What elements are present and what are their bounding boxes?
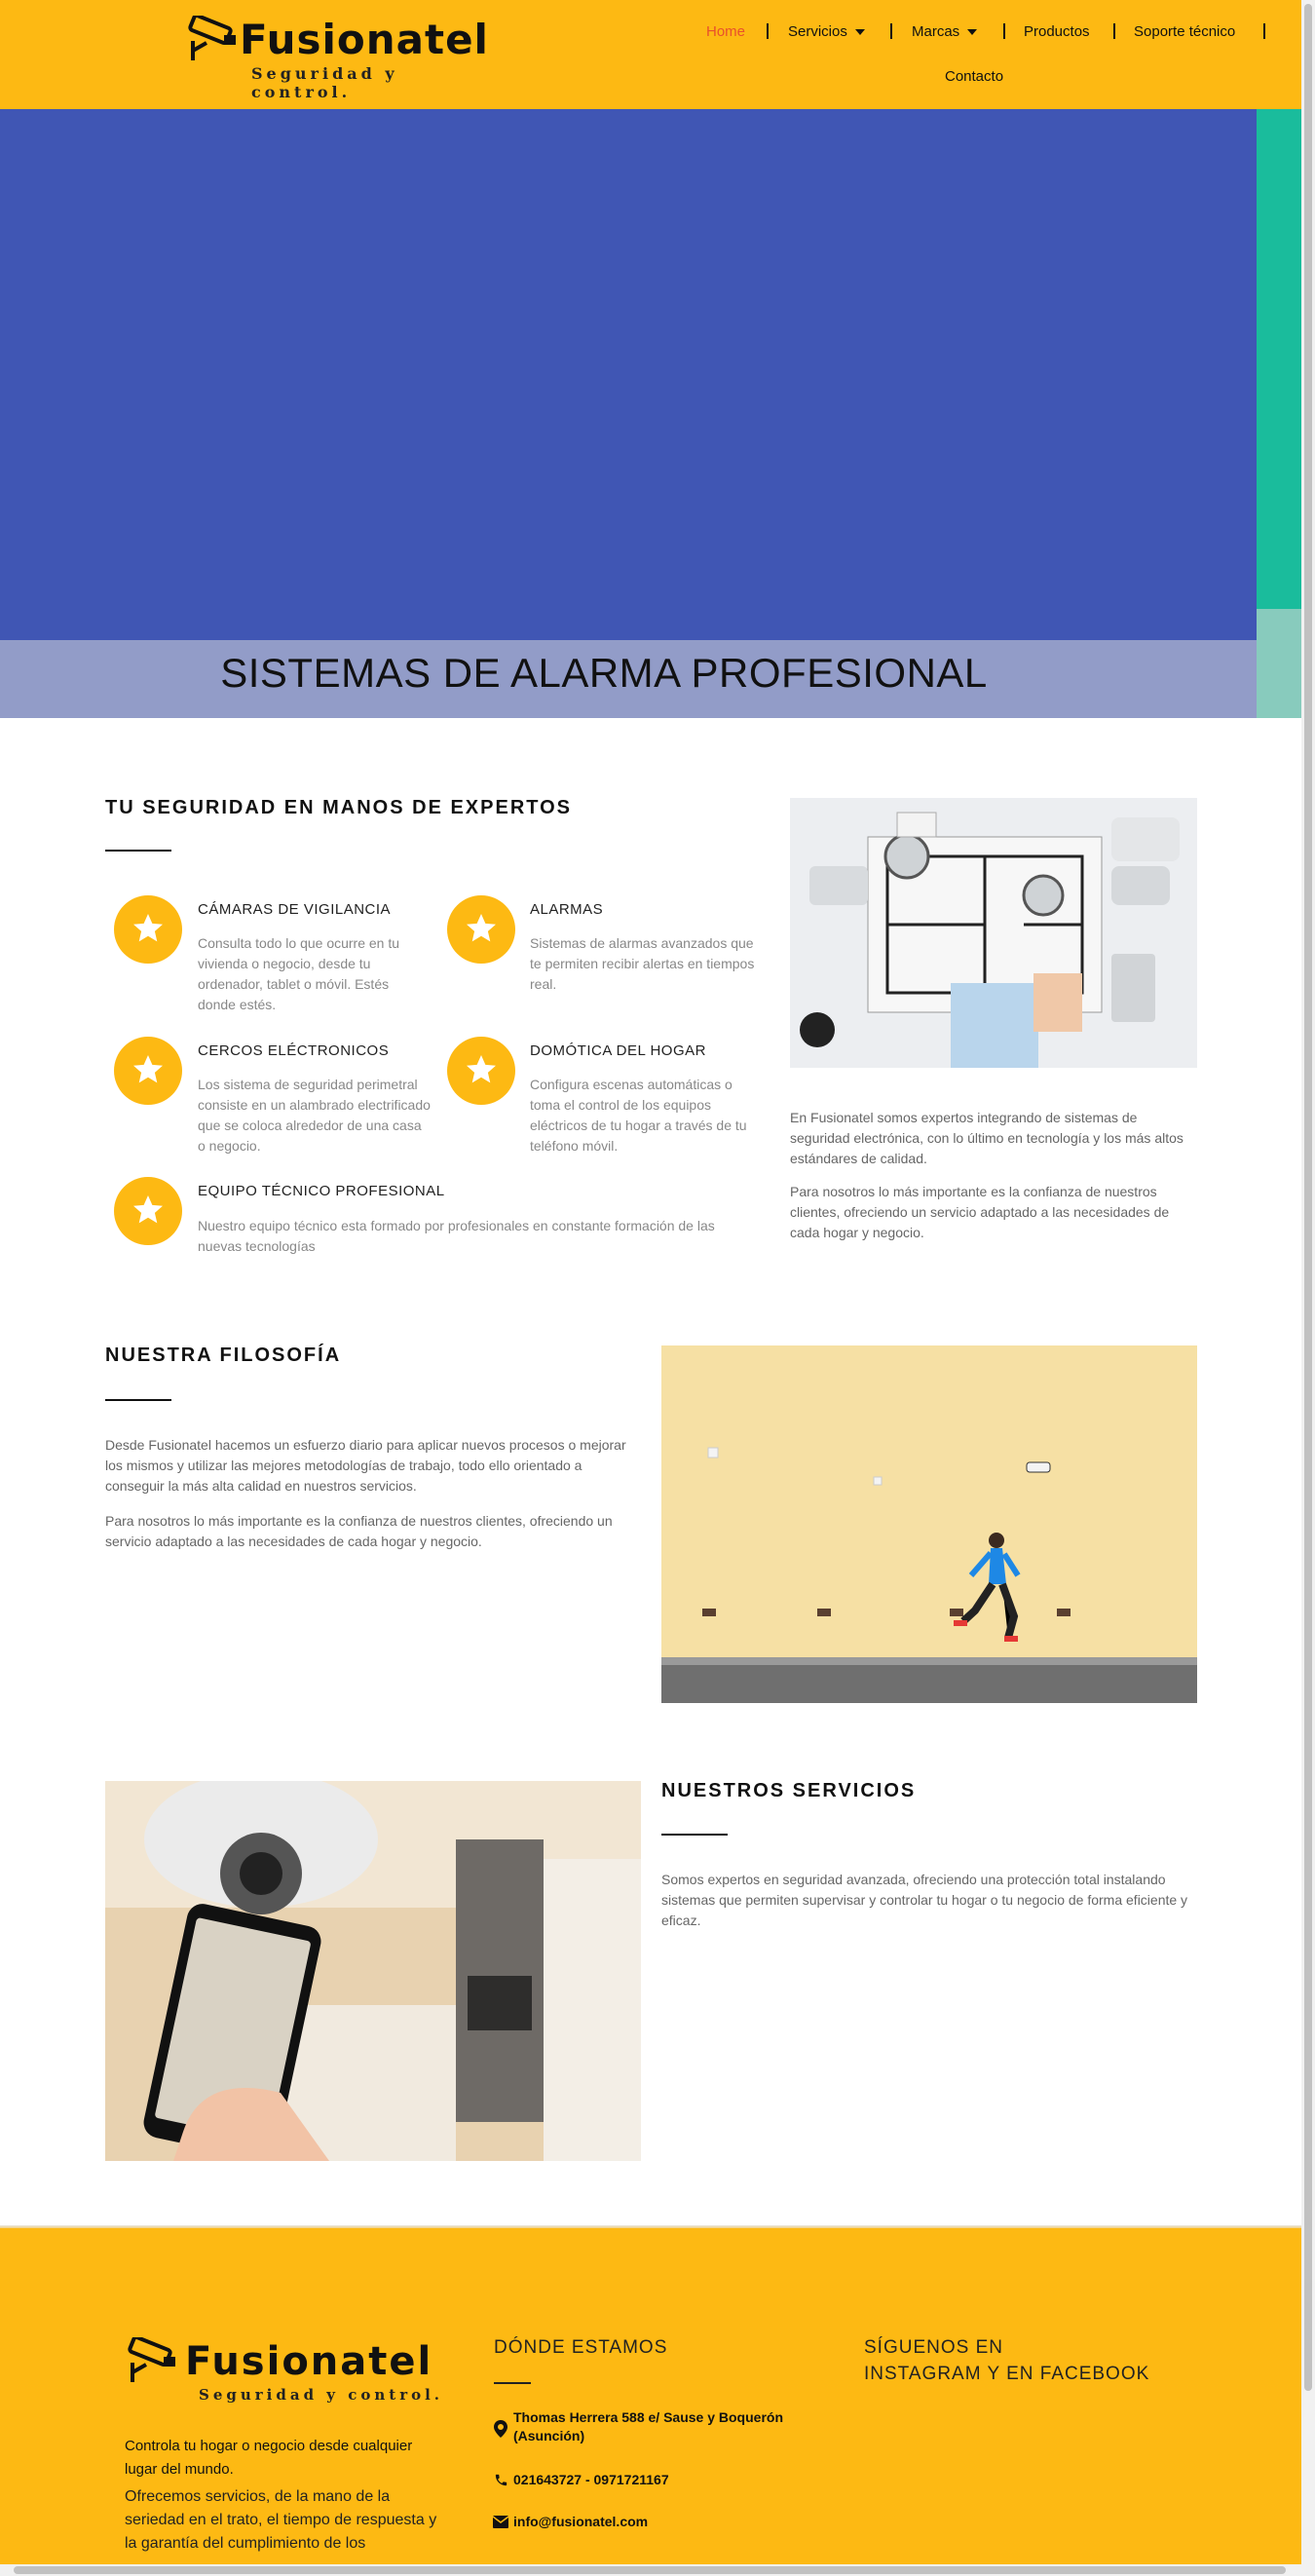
feature-title-equipo: EQUIPO TÉCNICO PROFESIONAL xyxy=(198,1183,445,1199)
experts-side-paragraph-1: En Fusionatel somos expertos integrando de sistemas de seguridad electrónica, con lo último en tecnología y los más altos estándares de calidad. xyxy=(790,1110,1184,1166)
heading-divider xyxy=(105,850,171,852)
hero-side-panel xyxy=(1257,109,1301,609)
feature-desc-cercos: Los sistema de seguridad perimetral consiste en un alambrado electrificado que se coloca alrededor de una casa o negocio. xyxy=(198,1077,431,1154)
footer-follow-heading-line-1: SÍGUENOS EN xyxy=(864,2337,1003,2358)
kitchen-app-photo xyxy=(105,1781,641,2161)
experts-side-paragraph-2: Para nosotros lo más importante es la confianza de nuestros clientes, ofreciendo un servicio adaptado a las necesidades de cada hogar y negocio. xyxy=(790,1184,1170,1240)
star-icon xyxy=(464,1052,499,1087)
feature-desc-equipo: Nuestro equipo técnico esta formado por profesionales en constante formación de las nuevas tecnologías xyxy=(198,1218,715,1254)
nav-separator xyxy=(1263,23,1265,39)
feature-title-cercos: CERCOS ELÉCTRONICOS xyxy=(198,1042,390,1059)
feature-icon-badge xyxy=(447,895,515,964)
feature-desc-alarmas: Sistemas de alarmas avanzados que te permiten recibir alertas en tiempos real. xyxy=(530,935,755,992)
footer-follow-heading-line-2: INSTAGRAM Y EN FACEBOOK xyxy=(864,2364,1150,2384)
site-logo[interactable] xyxy=(185,14,489,101)
footer-email-text: info@fusionatel.com xyxy=(513,2514,649,2529)
footer-logo-tagline: Seguridad y control. xyxy=(199,2386,444,2404)
site-footer xyxy=(0,2228,1301,2564)
floorplan-photo xyxy=(790,798,1197,1068)
nav-soporte[interactable]: Soporte técnico xyxy=(1134,23,1236,40)
footer-phone[interactable] xyxy=(513,2471,669,2489)
feature-icon-badge xyxy=(114,1037,182,1105)
philosophy-paragraph-2: Para nosotros lo más importante es la confianza de nuestros clientes, ofreciendo un servicio adaptado a las necesidades de cada hogar y negocio. xyxy=(105,1513,613,1549)
footer-divider xyxy=(494,2382,531,2384)
nav-separator xyxy=(767,23,769,39)
philosophy-paragraph-1: Desde Fusionatel hacemos un esfuerzo diario para aplicar nuevos procesos o mejorar los mismos y utilizar las mejores metodologías de trabajo, todo ello orientado a conseguir la más alta calidad en nuestros servicios. xyxy=(105,1437,626,1494)
nav-marcas-label: Marcas xyxy=(912,23,960,40)
feature-desc-domotica: Configura escenas automáticas o toma el control de los equipos eléctricos de tu hogar a través de tu teléfono móvil. xyxy=(530,1077,747,1154)
services-heading: NUESTROS SERVICIOS xyxy=(661,1780,917,1801)
footer-logo[interactable] xyxy=(125,2335,446,2413)
nav-productos[interactable]: Productos xyxy=(1024,23,1090,40)
logo-text: Fusionatel xyxy=(240,16,489,63)
hero-title: SISTEMAS DE ALARMA PROFESIONAL xyxy=(220,650,988,696)
footer-email[interactable] xyxy=(513,2513,648,2531)
chevron-down-icon xyxy=(967,29,977,35)
site-header xyxy=(0,0,1301,109)
star-icon xyxy=(131,911,166,946)
footer-logo-text: Fusionatel xyxy=(185,2339,433,2384)
nav-servicios[interactable] xyxy=(788,23,865,40)
logo-tagline: Seguridad y control. xyxy=(251,64,398,101)
runner-photo xyxy=(661,1345,1197,1703)
main-nav xyxy=(682,19,1286,97)
chevron-down-icon xyxy=(855,29,865,35)
vertical-scrollbar-thumb[interactable] xyxy=(1304,4,1312,2391)
nav-contacto[interactable]: Contacto xyxy=(945,68,1004,85)
nav-separator xyxy=(1003,23,1005,39)
horizontal-scrollbar-thumb[interactable] xyxy=(14,2566,1286,2574)
feature-icon-badge xyxy=(114,1177,182,1245)
phone-icon xyxy=(494,2473,508,2487)
experts-heading: TU SEGURIDAD EN MANOS DE EXPERTOS xyxy=(105,797,573,818)
kitchen-illustration xyxy=(105,1781,641,2161)
star-icon xyxy=(131,1052,166,1087)
star-icon xyxy=(464,911,499,946)
hero-slider xyxy=(0,109,1257,640)
nav-separator xyxy=(1113,23,1115,39)
floorplan-illustration xyxy=(790,798,1197,1068)
feature-desc-camaras: Consulta todo lo que ocurre en tu vivienda o negocio, desde tu ordenador, tablet o móvil. Estés donde estés. xyxy=(198,935,400,1012)
services-paragraph: Somos expertos en seguridad avanzada, ofreciendo una protección total instalando sistemas que permiten supervisar y controlar tu hogar o tu negocio de forma eficiente y eficaz. xyxy=(661,1872,1188,1928)
footer-about: Ofrecemos servicios, de la mano de la seriedad en el trato, el tiempo de respuesta y la garantía del cumplimiento de los xyxy=(125,2488,437,2552)
heading-divider xyxy=(661,1834,728,1836)
philosophy-heading: NUESTRA FILOSOFÍA xyxy=(105,1345,342,1366)
security-camera-icon xyxy=(125,2337,179,2386)
nav-home[interactable]: Home xyxy=(706,23,746,40)
footer-where-heading: DÓNDE ESTAMOS xyxy=(494,2337,668,2358)
nav-separator xyxy=(890,23,892,39)
map-pin-icon xyxy=(494,2420,507,2438)
feature-icon-badge xyxy=(114,895,182,964)
star-icon xyxy=(131,1193,166,1228)
vertical-scrollbar[interactable] xyxy=(1301,0,1315,2564)
footer-phone-text: 021643727 - 0971721167 xyxy=(513,2472,669,2487)
heading-divider xyxy=(105,1399,171,1401)
envelope-icon xyxy=(493,2516,508,2528)
hero-side-panel-lower xyxy=(1257,609,1301,718)
security-camera-icon xyxy=(185,16,240,64)
runner-illustration xyxy=(661,1345,1197,1703)
horizontal-scrollbar[interactable] xyxy=(0,2564,1315,2576)
feature-title-domotica: DOMÓTICA DEL HOGAR xyxy=(530,1042,706,1059)
nav-marcas[interactable] xyxy=(912,23,977,40)
footer-tagline: Controla tu hogar o negocio desde cualquier lugar del mundo. xyxy=(125,2438,413,2478)
feature-icon-badge xyxy=(447,1037,515,1105)
feature-title-camaras: CÁMARAS DE VIGILANCIA xyxy=(198,901,392,918)
feature-title-alarmas: ALARMAS xyxy=(530,901,604,918)
footer-address: Thomas Herrera 588 e/ Sause y Boquerón (Asunción) xyxy=(513,2409,783,2443)
nav-servicios-label: Servicios xyxy=(788,23,847,40)
